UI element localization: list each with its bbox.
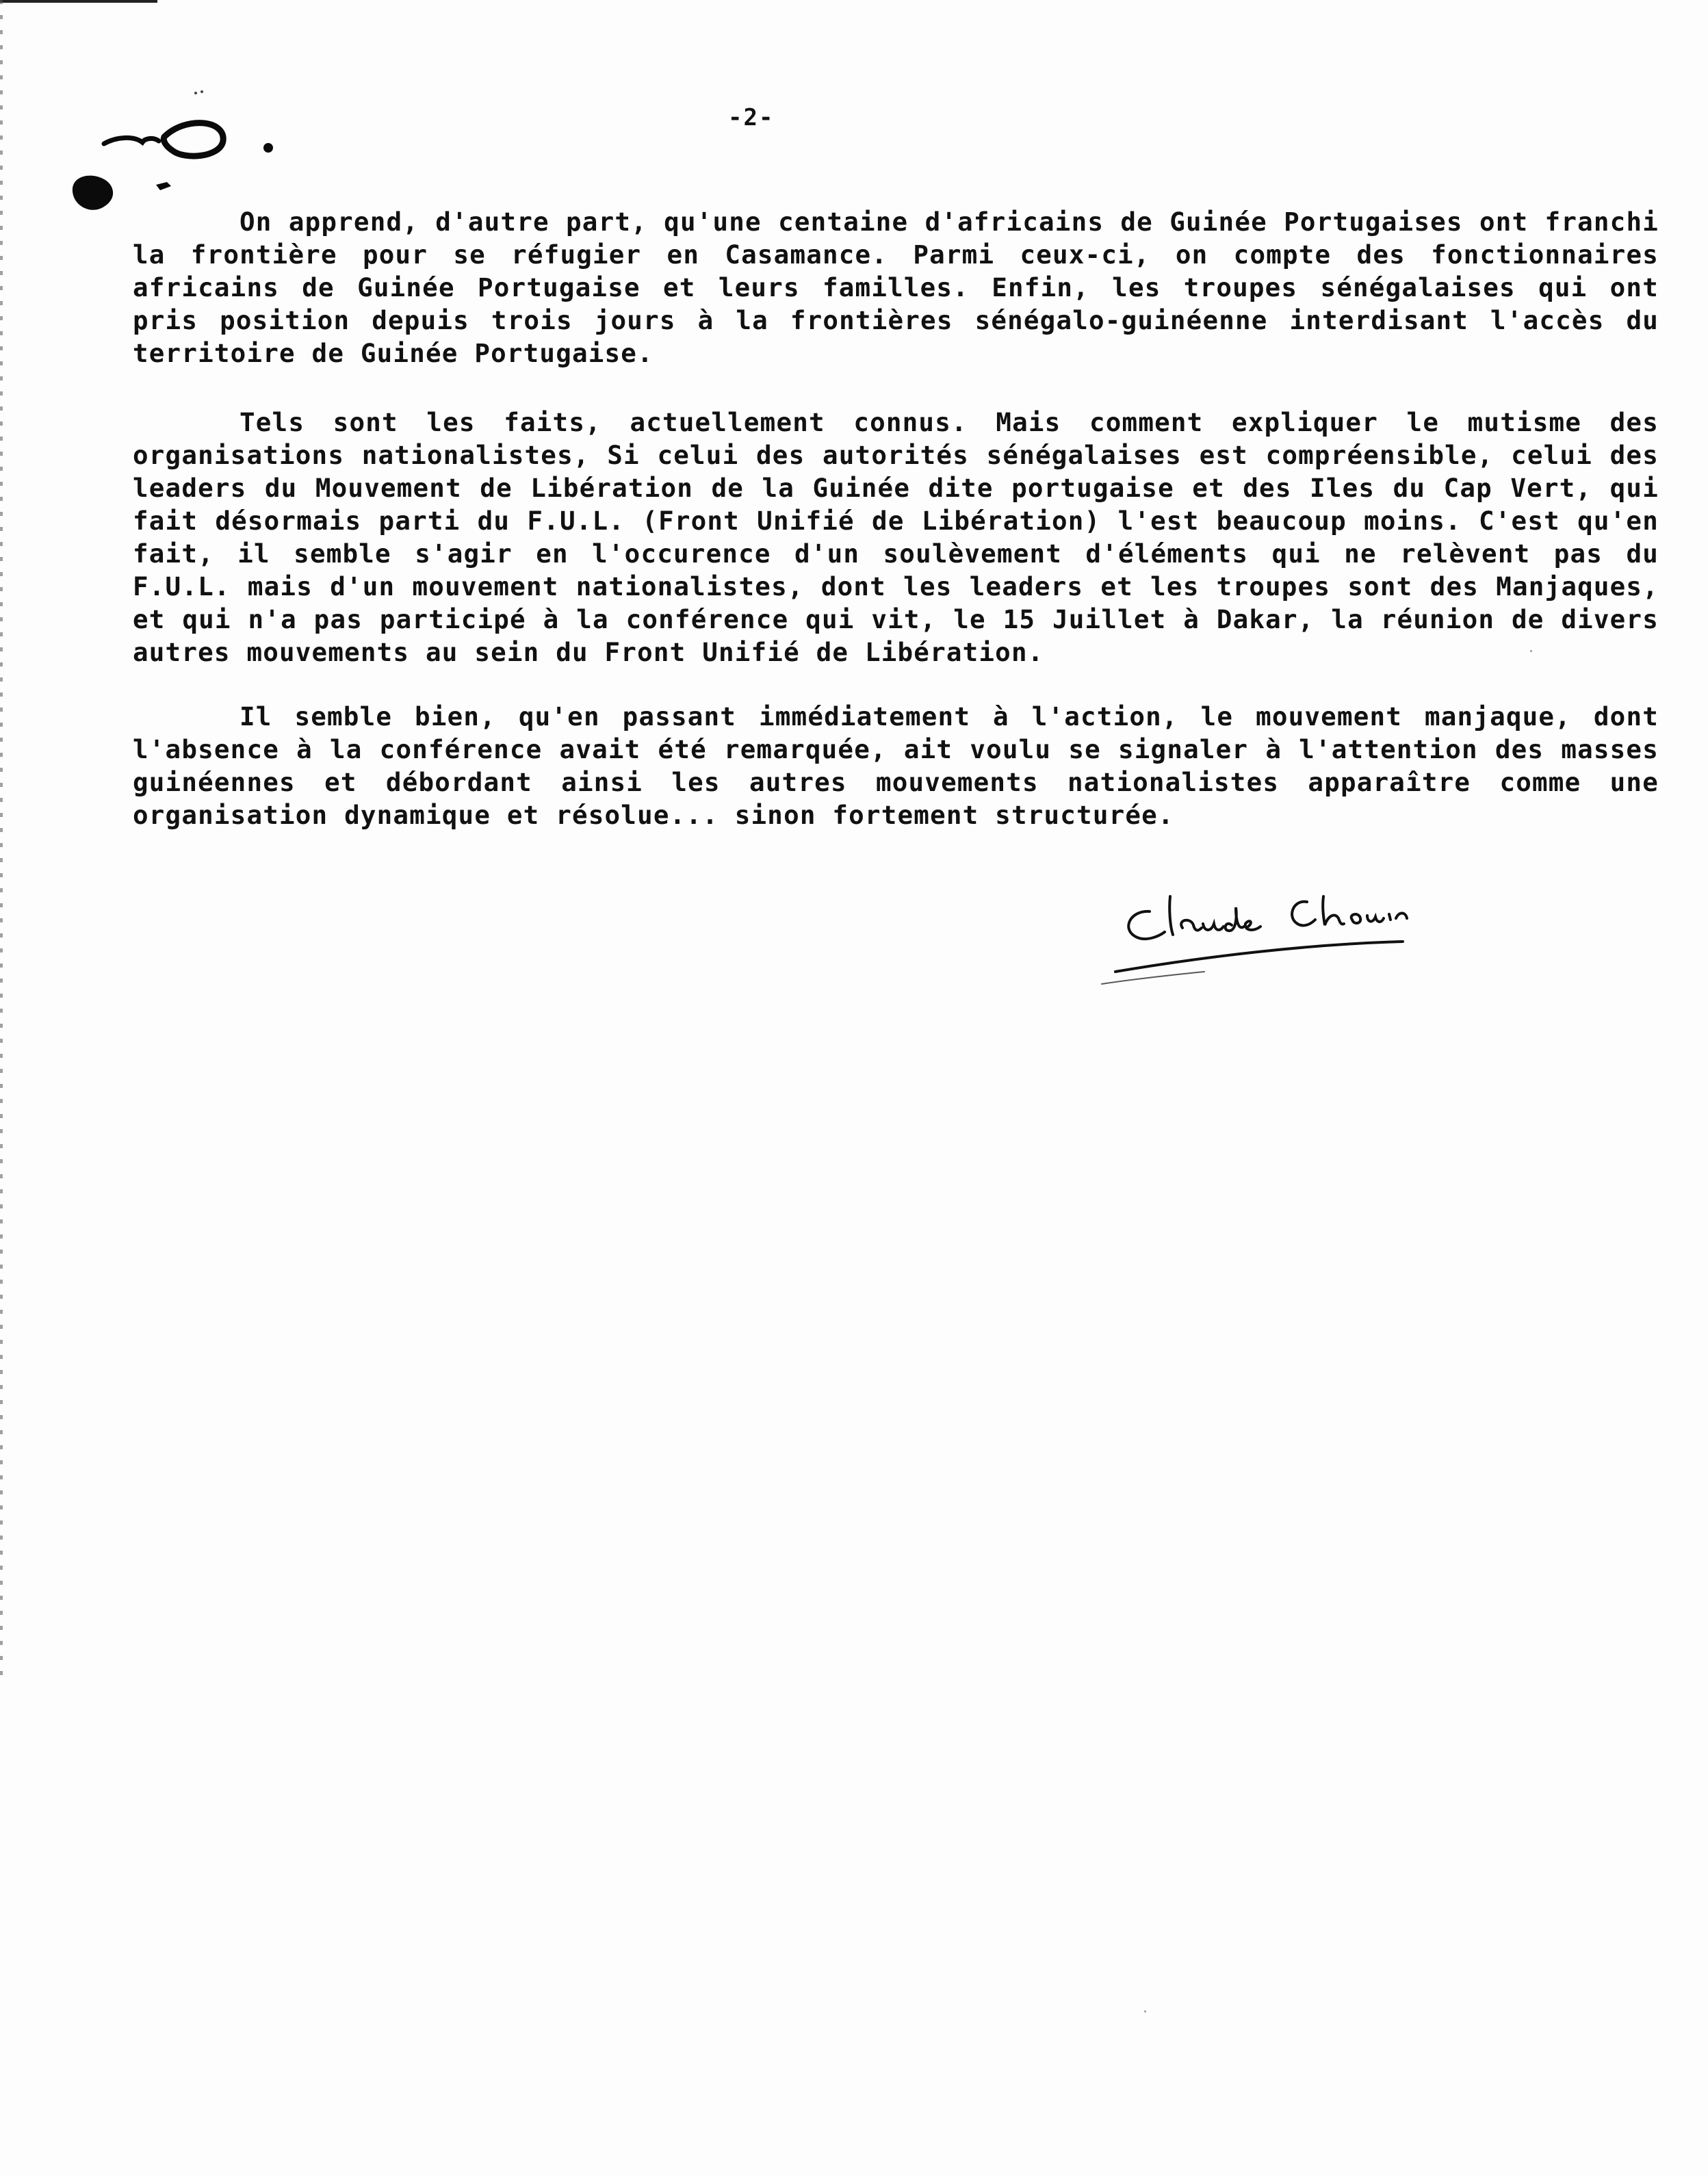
scan-top-rule [0,0,157,3]
scan-left-edge [0,0,3,1683]
paragraph-1: On apprend, d'autre part, qu'une centaine d'africains de Guinée Portugaises ont franchi la frontière pour se réfugier en Casamance. Parmi ceux-ci, on compte des fonctionnaires africains de Guinée Portugaise et leurs familles. Enfin, les troupes sénégalaises qui ont pris position depuis trois jours à la frontières sénégalo-guinéenne interdisant l'accès du territoire de Guinée Portugaise. [133,206,1659,368]
paragraph-2: Tels sont les faits, actuellement connus. Mais comment expliquer le mutisme des organisations nationalistes, Si celui des autorités sénégalaises est compréensible, celui des leaders du Mouvement de Libération de la Guinée dite portugaise et des Iles du Cap Vert, qui fait désormais parti du F.U.L. (Front Unifié de Libération) l'est beaucoup moins. C'est qu'en fait, il semble s'agir en l'occurence d'un soulèvement d'éléments qui ne relèvent pas du F.U.L. mais d'un mouvement nationalistes, dont les leaders et les troupes sont des Manjaques, et qui n'a pas participé à la conférence qui vit, le 15 Juillet à Dakar, la réunion de divers autres mouvements au sein du Front Unifié de Libération. [133,406,1659,667]
handwritten-signature [1102,869,1485,992]
scan-speck [1144,2010,1146,2012]
scan-speck [1530,650,1532,652]
page-number: -2- [728,104,775,131]
paragraph-3: Il semble bien, qu'en passant immédiatement à l'action, le mouvement manjaque, dont l'absence à la conférence avait été remarquée, ait voulu se signaler à l'attention des masses guinéennes et débordant ainsi les autres mouvements nationalistes apparaître comme une organisation dynamique et résolue... sinon fortement structurée. [133,701,1659,830]
